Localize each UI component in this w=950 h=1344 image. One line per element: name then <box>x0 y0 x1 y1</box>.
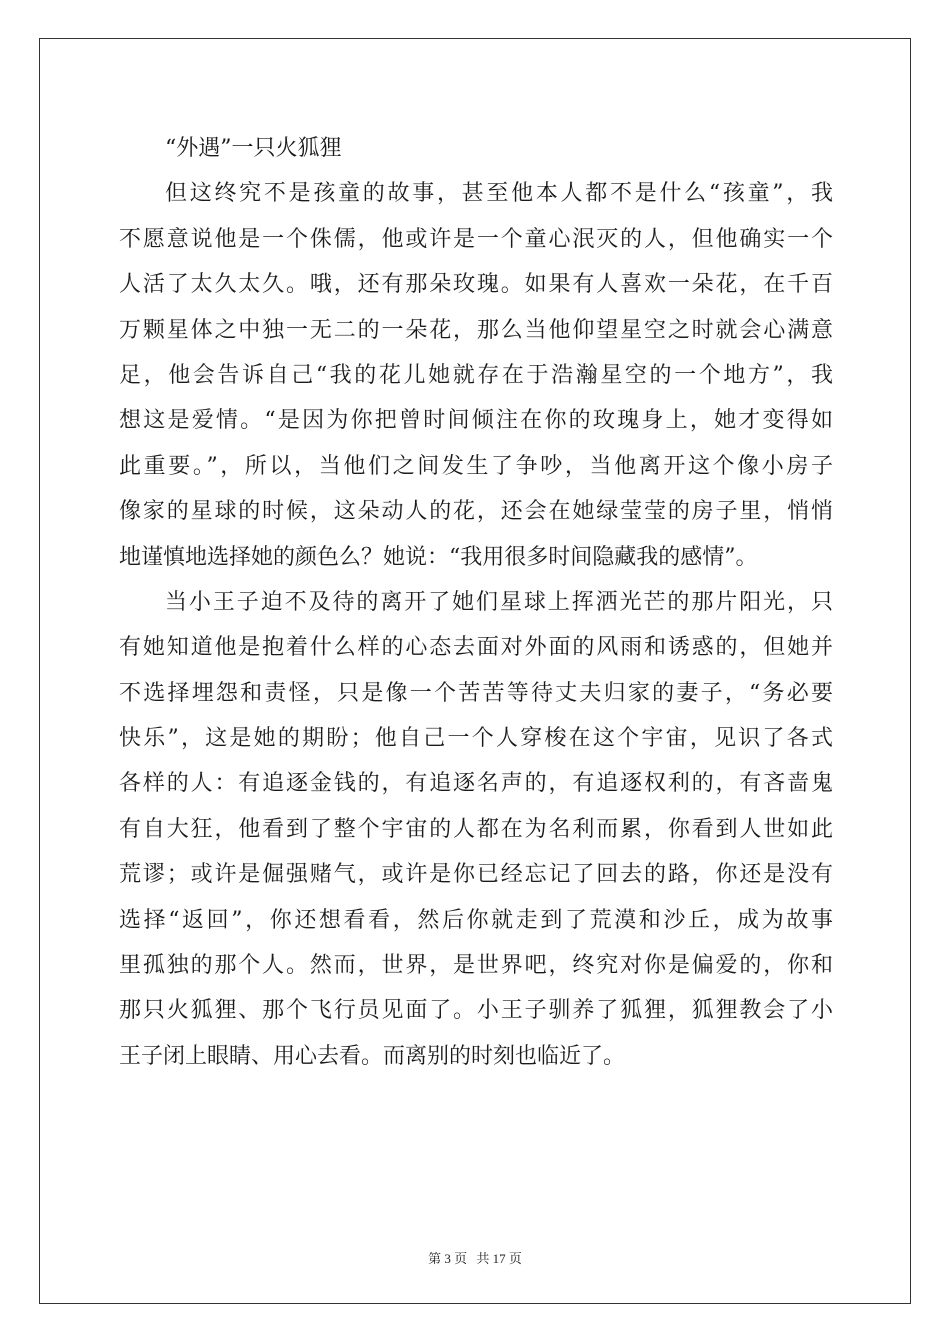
document-body <box>119 126 833 1079</box>
paragraph-line: 有她知道他是抱着什么样的心态去面对外面的风雨和诱惑的，但她并 <box>119 635 833 661</box>
paragraph-line: 当小王子迫不及待的离开了她们星球上挥洒光芒的那片阳光，只 <box>165 589 833 615</box>
paragraph-line: 像家的星球的时候，这朵动人的花，还会在她绿莹莹的房子里，悄悄 <box>119 499 833 525</box>
paragraph-line: 王子闭上眼睛、用心去看。而离别的时刻也临近了。 <box>119 1043 626 1069</box>
paragraph-line: 足，他会告诉自己“我的花儿她就存在于浩瀚星空的一个地方”，我 <box>119 362 833 388</box>
paragraph-line: 有自大狂，他看到了整个宇宙的人都在为名利而累，你看到人世如此 <box>119 816 833 842</box>
paragraph-line: 那只火狐狸、那个飞行员见面了。小王子驯养了狐狸，狐狸教会了小 <box>119 998 833 1024</box>
paragraph-line: 地谨慎地选择她的颜色么？她说：“我用很多时间隐藏我的感情”。 <box>119 544 758 570</box>
paragraph-line: 各样的人：有追逐金钱的，有追逐名声的，有追逐权利的，有吝啬鬼 <box>119 771 833 797</box>
paragraph-line: 荒谬；或许是倔强赌气，或许是你已经忘记了回去的路，你还是没有 <box>119 862 833 888</box>
paragraph-1 <box>119 171 833 580</box>
paragraph-line: 万颗星体之中独一无二的一朵花，那么当他仰望星空之时就会心满意 <box>119 317 833 343</box>
paragraph-line: 想这是爱情。“是因为你把曾时间倾注在你的玫瑰身上，她才变得如 <box>119 408 833 434</box>
paragraph-line: 快乐”，这是她的期盼；他自己一个人穿梭在这个宇宙，见识了各式 <box>119 726 833 752</box>
paragraph-line: 但这终究不是孩童的故事，甚至他本人都不是什么“孩童”，我 <box>165 181 833 207</box>
paragraph-line: 里孤独的那个人。然而，世界，是世界吧，终究对你是偏爱的，你和 <box>119 953 833 979</box>
paragraph-line: 不愿意说他是一个侏儒，他或许是一个童心泯灭的人，但他确实一个 <box>119 226 833 252</box>
paragraph-line: 选择“返回”，你还想看看，然后你就走到了荒漠和沙丘，成为故事 <box>119 907 833 933</box>
paragraph-line: 此重要。”，所以，当他们之间发生了争吵，当他离开这个像小房子 <box>119 453 833 479</box>
page-number: 第 3 页 <box>428 1251 468 1266</box>
paragraph-2 <box>119 580 833 1079</box>
page-total: 共 17 页 <box>476 1251 522 1266</box>
paragraph-line: 不选择埋怨和责怪，只是像一个苦苦等待丈夫归家的妻子，“务必要 <box>119 680 833 706</box>
paragraph-line: 人活了太久太久。哦，还有那朵玫瑰。如果有人喜欢一朵花，在千百 <box>119 272 833 298</box>
page-footer <box>0 1248 950 1267</box>
section-heading: “外遇”一只火狐狸 <box>165 136 342 161</box>
